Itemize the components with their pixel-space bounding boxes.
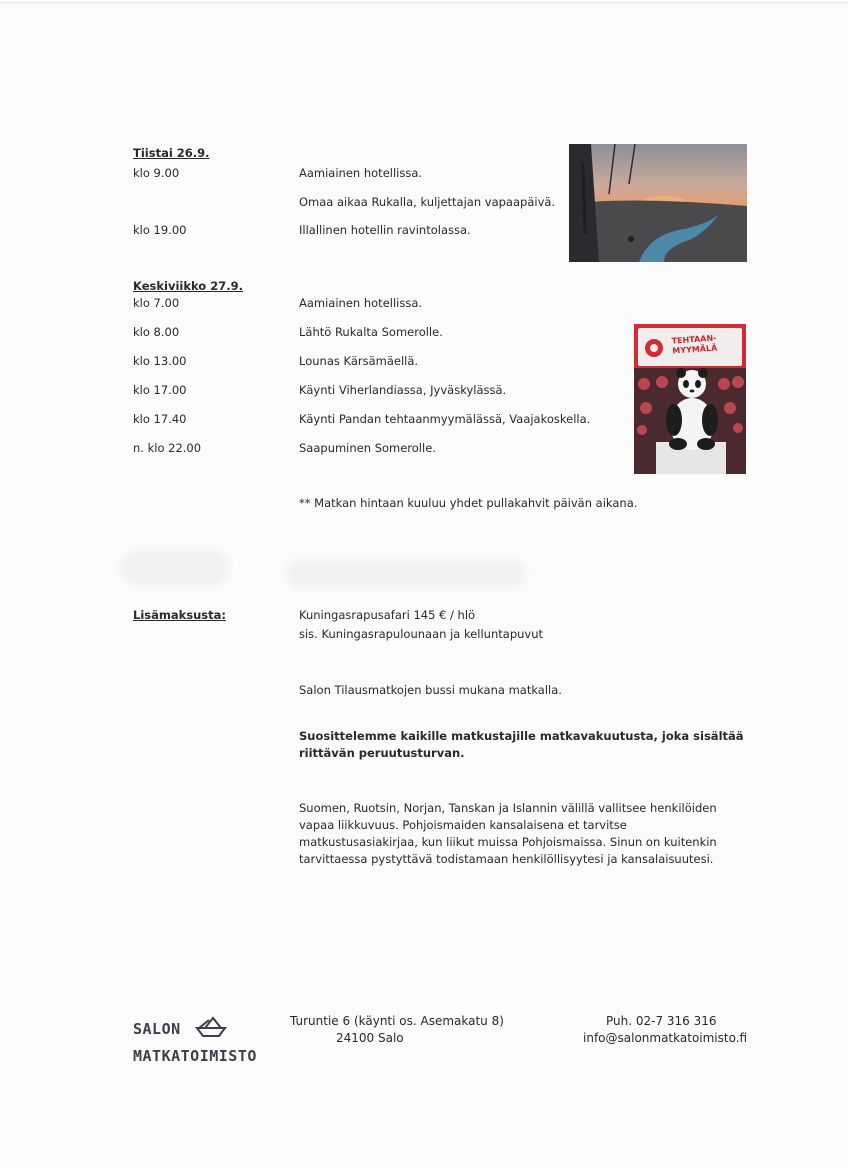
phone-number: Puh. 02-7 316 316 (606, 1014, 717, 1028)
time-label: klo 8.00 (133, 325, 180, 339)
panda-shop-photo (634, 324, 746, 474)
schedule-text: Käynti Viherlandiassa, Jyväskylässä. (299, 383, 507, 397)
time-label: n. klo 22.00 (133, 441, 202, 455)
schedule-text: Aamiainen hotellissa. (299, 166, 423, 180)
schedule-text: Illallinen hotellin ravintolassa. (299, 223, 471, 237)
redacted-area (120, 550, 230, 586)
time-label: klo 17.00 (133, 383, 187, 397)
address-postal: 24100 Salo (336, 1031, 404, 1045)
insurance-recommendation: Suosittelemme kaikille matkustajille matkavakuutusta, joka sisältää riittävän peruutusturvan. (299, 729, 744, 760)
page-top-edge (0, 2, 848, 3)
schedule-text: Aamiainen hotellissa. (299, 296, 423, 310)
bus-info: Salon Tilausmatkojen bussi mukana matkalla. (299, 683, 562, 697)
email-address: info@salonmatkatoimisto.fi (583, 1031, 748, 1045)
schedule-text: Lounas Kärsämäellä. (299, 354, 419, 368)
extras-label: Lisämaksusta: (133, 608, 226, 622)
redacted-area (286, 560, 526, 588)
panda-sign-text: TEHTAAN- MYYMÄLÄ (671, 333, 718, 356)
logo-text-matkatoimisto: MATKATOIMISTO (133, 1047, 257, 1065)
logo-text-salon: SALON (133, 1019, 181, 1038)
time-label: klo 9.00 (133, 166, 180, 180)
schedule-text: Käynti Pandan tehtaanmyymälässä, Vaajakoskella. (299, 412, 591, 426)
coffee-note: ** Matkan hintaan kuuluu yhdet pullakahvit päivän aikana. (299, 496, 638, 510)
day-title-tuesday: Tiistai 26.9. (133, 146, 210, 160)
address-line: Turuntie 6 (käynti os. Asemakatu 8) (290, 1014, 504, 1028)
company-logo (133, 1016, 257, 1065)
time-label: klo 17.40 (133, 412, 187, 426)
time-label: klo 13.00 (133, 354, 187, 368)
extras-line: Kuningasrapusafari 145 € / hlö (299, 608, 476, 622)
day-title-wednesday: Keskiviikko 27.9. (133, 279, 243, 293)
schedule-text: Lähtö Rukalta Somerolle. (299, 325, 443, 339)
time-label: klo 19.00 (133, 223, 187, 237)
ruka-landscape-photo (569, 144, 747, 262)
nordic-travel-info: Suomen, Ruotsin, Norjan, Tanskan ja Islannin välillä vallitsee henkilöiden vapaa liikkuvuus. Pohjoismaiden kansalaisena et tarvitse matkustusasiakirjaa, kun liikut muissa Pohjoismaissa. Sinun on kuitenkin tarvittaessa pystyttävä todistamaan henkilöllisyytesi ja kansalaisuutesi. (299, 801, 717, 866)
extras-line: sis. Kuningasrapulounaan ja kelluntapuvut (299, 627, 544, 641)
schedule-text: Saapuminen Somerolle. (299, 441, 436, 455)
schedule-text: Omaa aikaa Rukalla, kuljettajan vapaapäivä. (299, 195, 556, 209)
boat-icon (195, 1016, 227, 1041)
time-label: klo 7.00 (133, 296, 180, 310)
